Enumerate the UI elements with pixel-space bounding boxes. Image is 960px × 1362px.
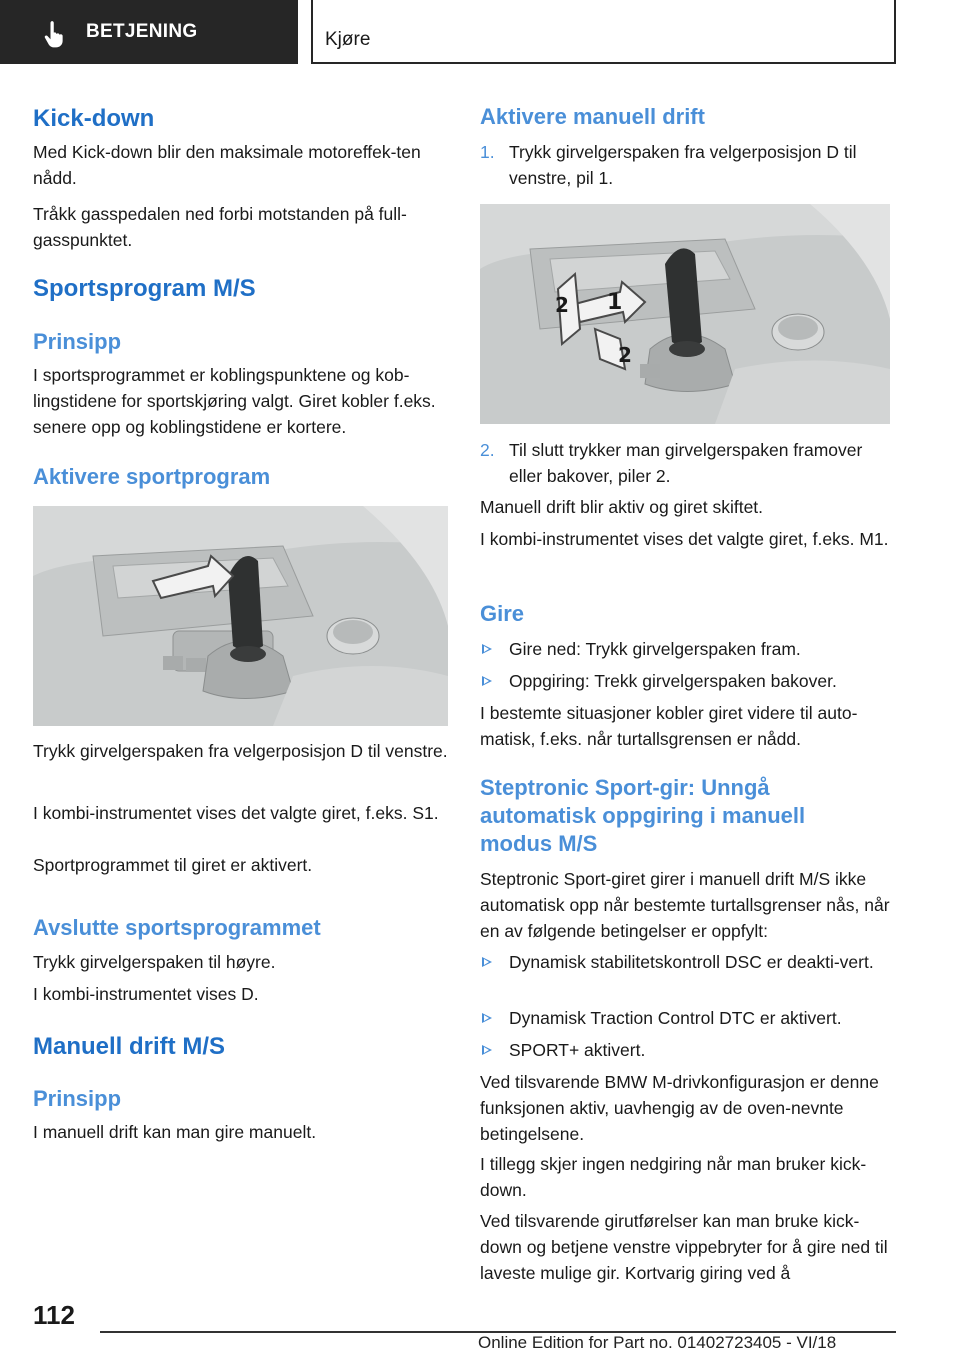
sportsprogram-heading: Sportsprogram M/S xyxy=(33,275,256,302)
cond-item-1 xyxy=(480,949,896,975)
manuell-paragraph-2: I kombi-instrumentet vises det valgte giret, f.eks. M1. xyxy=(480,529,889,549)
prinsipp-heading-1: Prinsipp xyxy=(33,329,122,354)
gire-item-1 xyxy=(480,636,896,662)
kickdown-heading: Kick-down xyxy=(33,105,155,132)
arrow-label-2b: 2 xyxy=(618,343,632,367)
cond-item-2-text: Dynamisk Traction Control DTC er aktivert. xyxy=(509,1008,842,1028)
avslutte-paragraph-1: Trykk girvelgerspaken til høyre. xyxy=(33,952,276,972)
arrow-label-1: 1 xyxy=(607,290,623,315)
triangle-bullet-icon xyxy=(482,1045,492,1055)
section-label: BETJENING xyxy=(86,21,198,42)
step-1 xyxy=(480,139,896,191)
steptronic-paragraph: Steptronic Sport-giret girer i manuell drift M/S ikke automatisk opp når bestemte turtallsgrenser nås, når en av følgende betingelser er oppfylt: xyxy=(480,869,890,941)
triangle-bullet-icon xyxy=(482,957,492,967)
hand-pointer-icon xyxy=(40,20,68,48)
avslutte-paragraph-2: I kombi-instrumentet vises D. xyxy=(33,984,259,1004)
gire-item-1-text: Gire ned: Trykk girvelgerspaken fram. xyxy=(509,639,801,659)
step-2 xyxy=(480,437,896,489)
sport-paragraph-1: Trykk girvelgerspaken fra velgerposisjon D til venstre. xyxy=(33,741,448,761)
kickdown-paragraph-1: Med Kick-down blir den maksimale motoreffek-ten nådd. xyxy=(33,142,421,188)
cond-item-1-text: Dynamisk stabilitetskontroll DSC er deakti-vert. xyxy=(509,952,874,972)
step-2-text: Til slutt trykker man girvelgerspaken framover eller bakover, piler 2. xyxy=(509,440,863,486)
step-1-text: Trykk girvelgerspaken fra velgerposisjon D til venstre, pil 1. xyxy=(509,142,857,188)
girut-paragraph: Ved tilsvarende girutførelser kan man bruke kick-down og betjene venstre vippebryter for å gire ned til laveste mulige gir. Kortvarig giring ved å xyxy=(480,1211,888,1283)
kickdown-paragraph-2: Tråkk gasspedalen ned forbi motstanden på full-gasspunktet. xyxy=(33,204,407,250)
triangle-bullet-icon xyxy=(482,676,492,686)
chapter-header xyxy=(311,0,896,64)
arrow-label-2a: 2 xyxy=(555,293,569,317)
gire-paragraph: I bestemte situasjoner kobler giret videre til auto-matisk, f.eks. når turtallsgrensen er nådd. xyxy=(480,703,858,749)
aktivere-sport-heading: Aktivere sportprogram xyxy=(33,464,271,489)
triangle-bullet-icon xyxy=(482,1013,492,1023)
sport-paragraph-3: Sportprogrammet til giret er aktivert. xyxy=(33,855,313,875)
gire-heading: Gire xyxy=(480,601,525,626)
section-tab xyxy=(0,0,298,64)
gear-selector-sport-illustration xyxy=(33,506,448,726)
sport-paragraph-2: I kombi-instrumentet vises det valgte giret, f.eks. S1. xyxy=(33,803,439,823)
aktivere-manuell-heading: Aktivere manuell drift xyxy=(480,104,705,129)
gire-item-2-text: Oppgiring: Trekk girvelgerspaken bakover. xyxy=(509,671,837,691)
step-1-number: 1. xyxy=(480,142,495,162)
step-2-number: 2. xyxy=(480,440,495,460)
cond-item-3-text: SPORT+ aktivert. xyxy=(509,1040,646,1060)
page-number: 112 xyxy=(33,1300,75,1330)
triangle-bullet-icon xyxy=(482,644,492,654)
prinsipp-heading-2: Prinsipp xyxy=(33,1086,122,1111)
bmw-paragraph: Ved tilsvarende BMW M-drivkonfigurasjon er denne funksjonen aktiv, uavhengig av de oven-nevnte betingelsene. xyxy=(480,1072,879,1144)
avslutte-heading: Avslutte sportsprogrammet xyxy=(33,915,321,940)
gire-item-2 xyxy=(480,668,896,694)
prinsipp-paragraph-1: I sportsprogrammet er koblingspunktene og kob-lingstidene for sportskjøring valgt. Giret kobler f.eks. senere opp og koblingstidene er kortere. xyxy=(33,365,436,437)
manuell-paragraph-1: Manuell drift blir aktiv og giret skiftet. xyxy=(480,497,764,517)
manuell-heading: Manuell drift M/S xyxy=(33,1033,225,1060)
steptronic-heading: Steptronic Sport-gir: Unngå automatisk oppgiring i manuell modus M/S xyxy=(480,775,806,856)
cond-item-2 xyxy=(480,1005,896,1031)
prinsipp-paragraph-2: I manuell drift kan man gire manuelt. xyxy=(33,1122,317,1142)
cond-item-3 xyxy=(480,1037,896,1063)
gear-selector-manual-illustration xyxy=(480,204,890,424)
edition-text: Online Edition for Part no. 01402723405 - VI/18 xyxy=(478,1333,837,1352)
tillegg-paragraph: I tillegg skjer ingen nedgiring når man bruker kick-down. xyxy=(480,1154,867,1200)
chapter-title: Kjøre xyxy=(325,29,371,50)
